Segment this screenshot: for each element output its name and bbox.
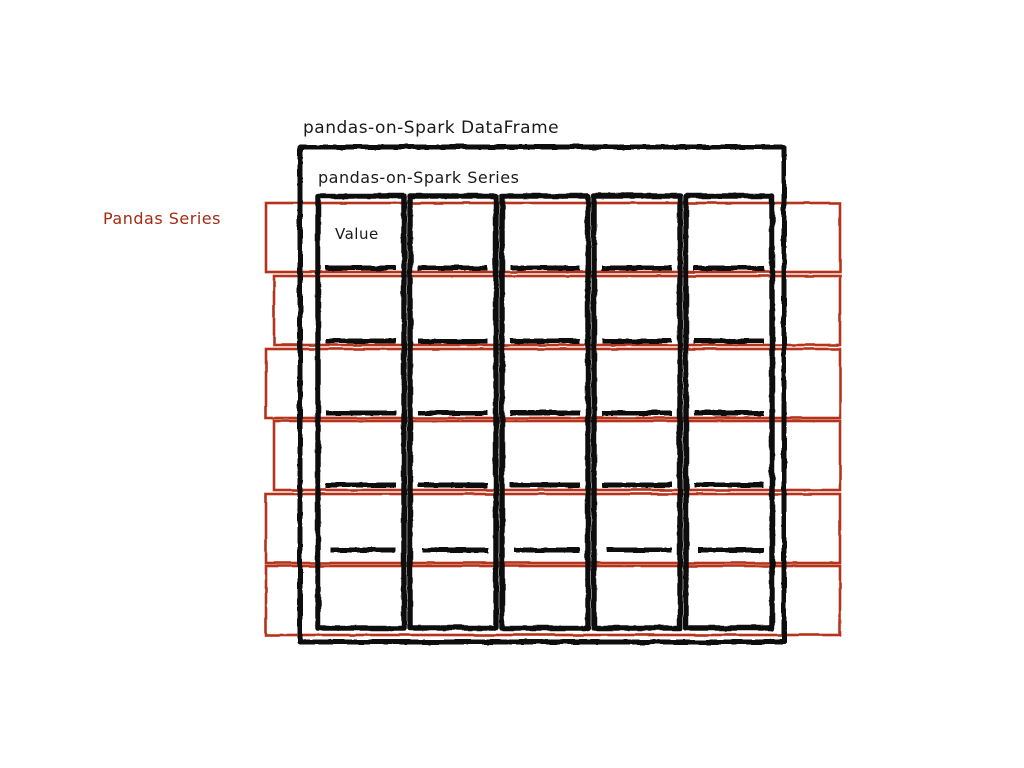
pandas-series-label: Pandas Series: [103, 209, 221, 228]
spark-series-label: pandas-on-Spark Series: [318, 168, 520, 187]
pandas-series-row-6: [266, 566, 840, 635]
cell-dividers: [326, 268, 764, 550]
pandas-series-row-3: [266, 349, 840, 418]
pandas-series-row-4: [274, 421, 840, 490]
pandas-series-row-5: [266, 494, 840, 563]
value-cell-label: Value: [335, 225, 379, 243]
dataframe-outline: [300, 147, 784, 642]
pandas-series-row-2: [274, 276, 840, 345]
dataframe-label: pandas-on-Spark DataFrame: [303, 118, 560, 138]
